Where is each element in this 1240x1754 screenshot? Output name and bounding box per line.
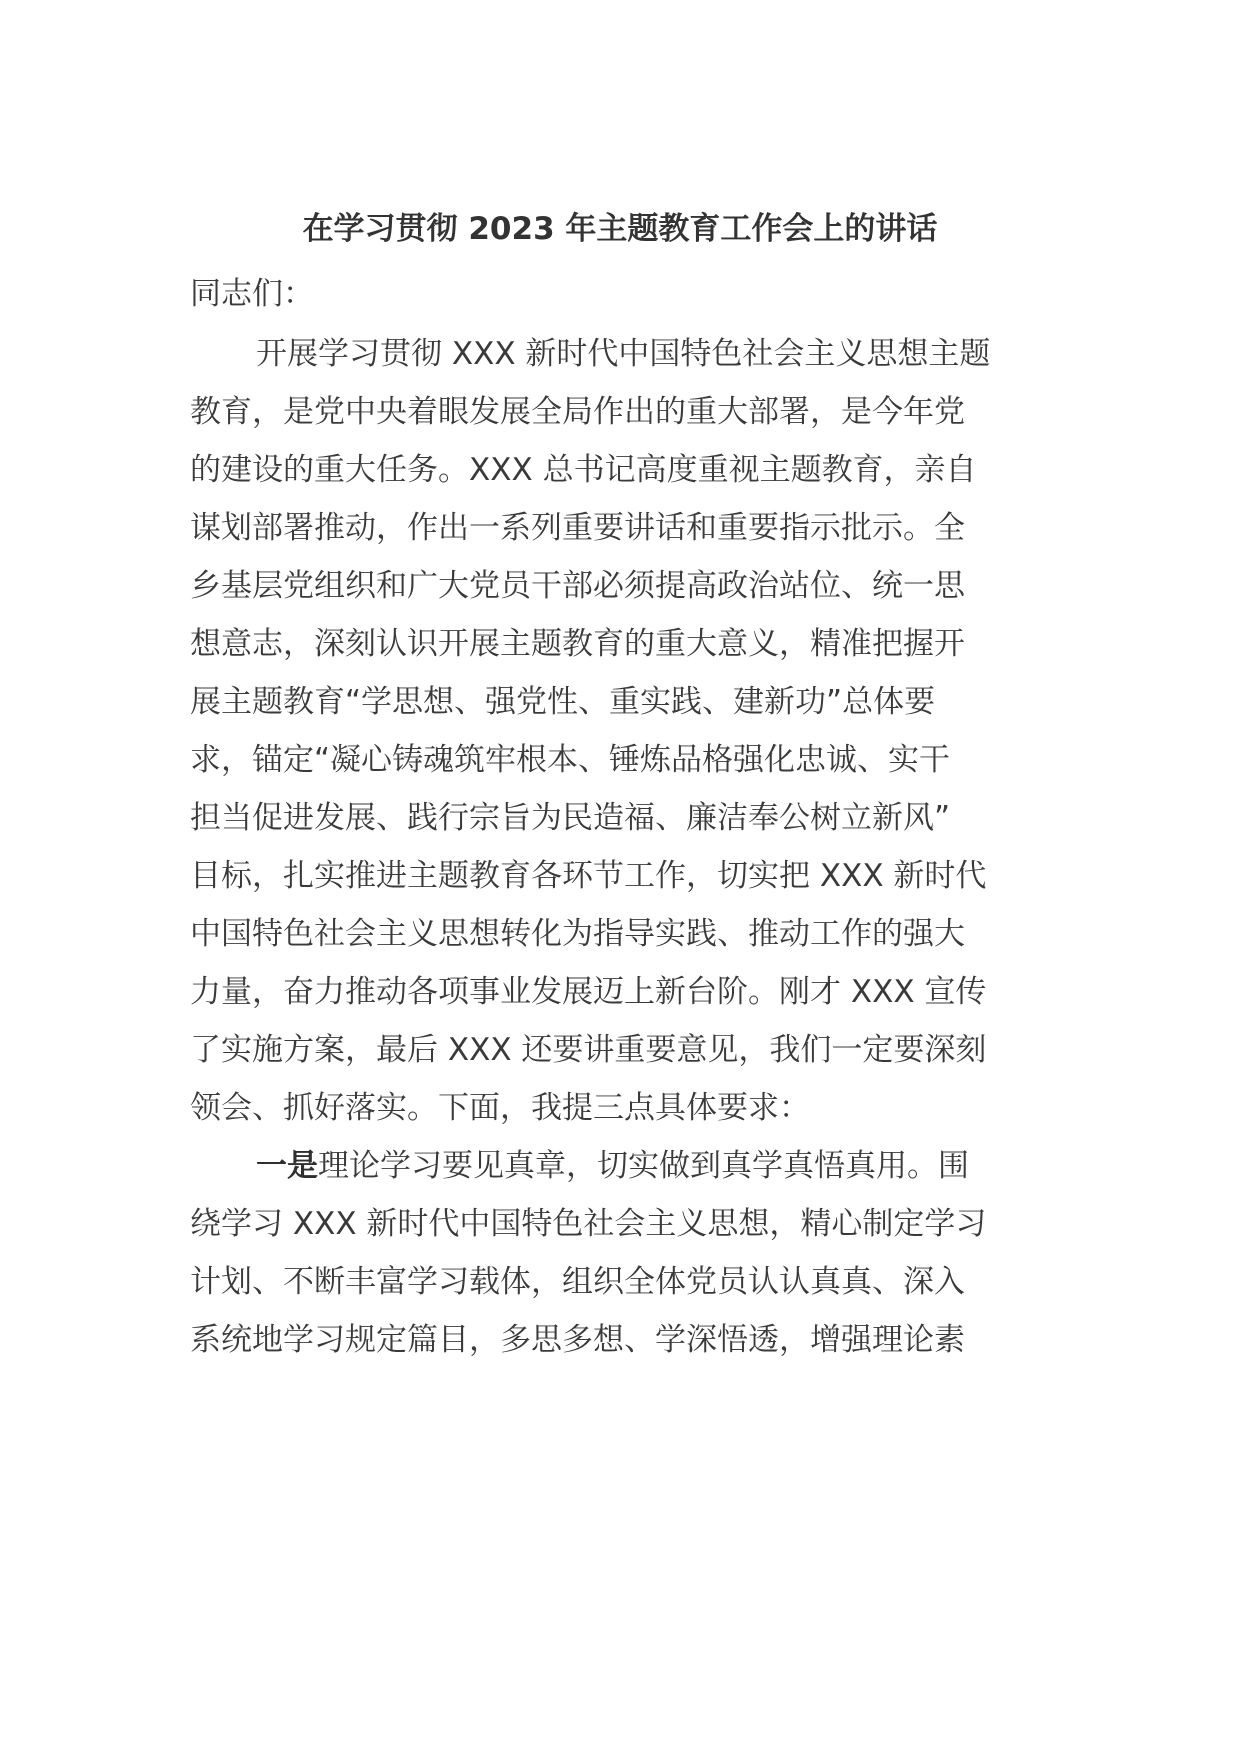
paragraph-line: 计划、不断丰富学习载体，组织全体党员认认真真、深入 — [190, 1264, 965, 1300]
paragraph-line — [256, 1142, 969, 1190]
paragraph-line: 担当促进发展、践行宗旨为民造福、廉洁奉公树立新风” — [190, 800, 951, 836]
paragraph-line: 系统地学习规定篇目，多思多想、学深悟透，增强理论素 — [190, 1322, 965, 1358]
paragraph-line: 绕学习 XXX 新时代中国特色社会主义思想，精心制定学习 — [190, 1206, 987, 1242]
paragraph-line: 想意志，深刻认识开展主题教育的重大意义，精准把握开 — [190, 626, 965, 662]
paragraph-line: 了实施方案，最后 XXX 还要讲重要意见，我们一定要深刻 — [190, 1032, 987, 1068]
paragraph-line: 教育，是党中央着眼发展全局作出的重大部署，是今年党 — [190, 394, 965, 430]
paragraph-line: 力量，奋力推动各项事业发展迈上新台阶。刚才 XXX 宣传 — [190, 974, 987, 1010]
paragraph-line: 展主题教育“学思想、强党性、重实践、建新功”总体要 — [190, 684, 936, 720]
paragraph-line: 开展学习贯彻 XXX 新时代中国特色社会主义思想主题 — [256, 336, 991, 372]
paragraph-line: 乡基层党组织和广大党员干部必须提高政治站位、统一思 — [190, 568, 965, 604]
document-title: 在学习贯彻 2023 年主题教育工作会上的讲话 — [302, 211, 938, 247]
paragraph-line: 谋划部署推动，作出一系列重要讲话和重要指示批示。全 — [190, 510, 965, 546]
paragraph-line: 目标，扎实推进主题教育各环节工作，切实把 XXX 新时代 — [190, 858, 987, 894]
paragraph-line: 中国特色社会主义思想转化为指导实践、推动工作的强大 — [190, 916, 965, 952]
point-one-lead: 一是 — [256, 1148, 318, 1184]
salutation: 同志们： — [190, 276, 314, 312]
point-one-heading: 理论学习要见真章，切实做到真学真悟真用。围 — [318, 1148, 969, 1184]
paragraph-line: 求，锚定“凝心铸魂筑牢根本、锤炼品格强化忠诚、实干 — [190, 742, 951, 778]
paragraph-line: 的建设的重大任务。XXX 总书记高度重视主题教育，亲自 — [190, 452, 977, 488]
paragraph-line: 领会、抓好落实。下面，我提三点具体要求： — [190, 1090, 810, 1126]
